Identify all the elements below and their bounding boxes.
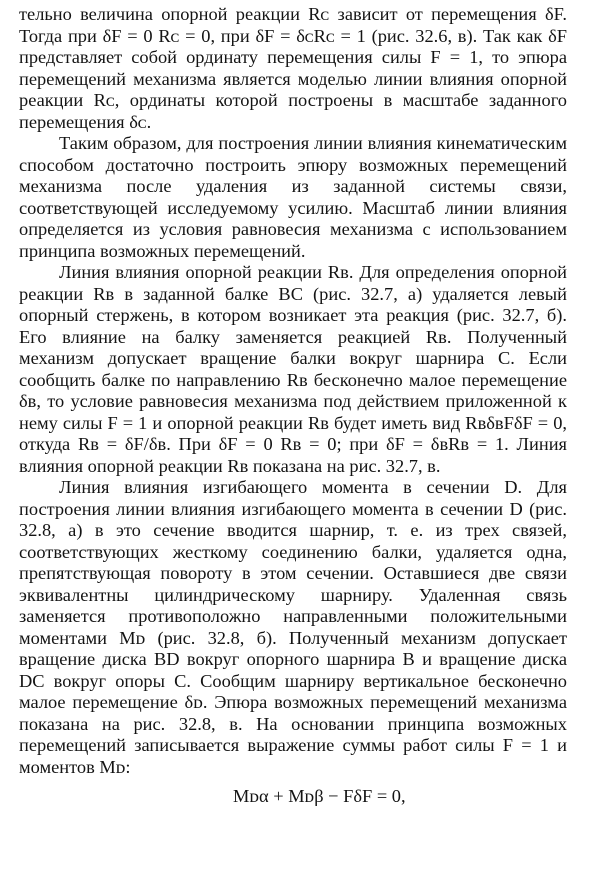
paragraph-continuation: тельно величина опорной реакции Rᴄ зависит от перемещения δF. Тогда при δF = 0 Rᴄ = 0, при δF = δᴄRᴄ = 1 (рис. 32.6, в). Так как δF представляет собой ординату перемещения силы F = 1, то эпюра перемещений механизма является моделью линии влияния опорной реакции Rᴄ, ординаты которой построены в масштабе заданного перемещения δᴄ.	[19, 4, 567, 132]
paragraph-influence-line-reaction-rb: Линия влияния опорной реакции Rʙ. Для определения опорной реакции Rʙ в заданной балке BC (рис. 32.7, а) удаляется левый опорный стержень, в котором возникает эта реакция (рис. 32.7, б). Его влияние на балку заменяется реакцией Rʙ. Полученный механизм допускает вращение балки вокруг шарнира C. Если сообщить балке по направлению Rʙ бесконечно малое перемещение δʙ, то условие равновесия механизма под действием приложенной к нему силы F = 1 и опорной реакции Rʙ будет иметь вид RʙδʙFδF = 0, откуда Rʙ = δF/δʙ. При δF = 0 Rʙ = 0; при δF = δʙRʙ = 1. Линия влияния опорной реакции Rʙ показана на рис. 32.7, в.	[19, 262, 567, 476]
paragraph-kinematic-method: Таким образом, для построения линии влияния кинематическим способом достаточно построить эпюру возможных перемещений механизма после удаления из заданной системы связи, соответствующей исследуемому усилию. Масштаб линии влияния определяется из условия равновесия механизма с использованием принципа возможных перемещений.	[19, 133, 567, 261]
paragraph-influence-line-moment-d: Линия влияния изгибающего момента в сечении D. Для построения линии влияния изгибающего момента в сечении D (рис. 32.8, а) в это сечение вводится шарнир, т. е. из трех связей, соответствующих жесткому соединению балки, удаляется одна, препятствующая повороту в этом сечении. Оставшиеся две связи эквивалентны цилиндрическому шарниру. Удаленная связь заменяется противоположно направленными положительными моментами Mᴅ (рис. 32.8, б). Полученный механизм допускает вращение диска BD вокруг опорного шарнира B и вращение диска DC вокруг опоры C. Сообщим шарниру вертикальное бесконечно малое перемещение δᴅ. Эпюра возможных перемещений механизма показана на рис. 32.8, в. На основании принципа возможных перемещений записывается выражение суммы работ силы F = 1 и моментов Mᴅ:	[19, 477, 567, 777]
work-equation: Mᴅα + Mᴅβ − FδF = 0,	[233, 786, 406, 806]
